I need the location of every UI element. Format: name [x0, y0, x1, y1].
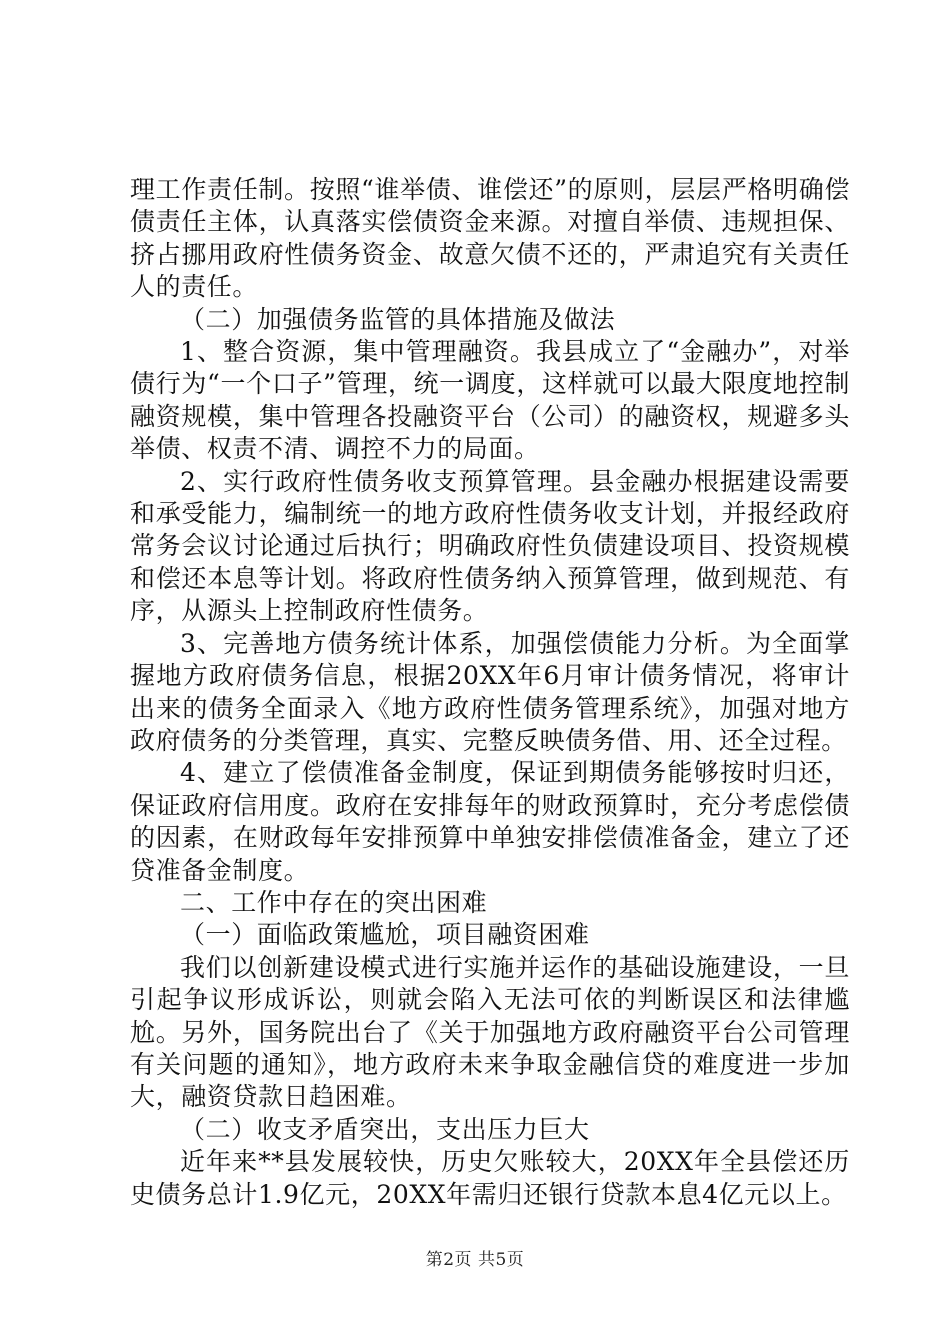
paragraph-item-4: 4、建立了偿债准备金制度，保证到期债务能够按时归还，保证政府信用度。政府在安排每年的财政预算时，充分考虑偿债的因素，在财政每年安排预算中单独安排偿债准备金，建立了还贷准备金制度。 [130, 758, 850, 885]
page-number-footer: 第2页 共5页 [425, 1250, 525, 1270]
document-body [130, 174, 850, 1211]
section-heading-2: （二）加强债务监管的具体措施及做法 [180, 304, 616, 334]
section-heading-expenditure: （二）收支矛盾突出，支出压力巨大 [180, 1114, 590, 1144]
paragraph-policy: 我们以创新建设模式进行实施并运作的基础设施建设，一旦引起争议形成诉讼，则就会陷入无法可依的判断误区和法律尴尬。另外，国务院出台了《关于加强地方政府融资平台公司管理有关问题的通知》，地方政府未来争取金融信贷的难度进一步加大，融资贷款日趋困难。 [130, 952, 850, 1112]
paragraph-expenditure: 近年来**县发展较快，历史欠账较大，20XX年全县偿还历史债务总计1.9亿元，20XX年需归还银行贷款本息4亿元以上。 [130, 1147, 850, 1209]
paragraph-item-2: 2、实行政府性债务收支预算管理。县金融办根据建设需要和承受能力，编制统一的地方政府性债务收支计划，并报经政府常务会议讨论通过后执行；明确政府性负债建设项目、投资规模和偿还本息等计划。将政府性债务纳入预算管理，做到规范、有序，从源头上控制政府性债务。 [130, 466, 850, 626]
section-heading-policy: （一）面临政策尴尬，项目融资困难 [180, 920, 590, 950]
paragraph-item-3: 3、完善地方债务统计体系，加强偿债能力分析。为全面掌握地方政府债务信息，根据20XX年6月审计债务情况，将审计出来的债务全面录入《地方政府性债务管理系统》，加强对地方政府债务的分类管理，真实、完整反映债务借、用、还全过程。 [130, 628, 850, 755]
chapter-heading-difficulties: 二、工作中存在的突出困难 [180, 887, 488, 917]
paragraph-continuation: 理工作责任制。按照“谁举债、谁偿还”的原则，层层严格明确偿债责任主体，认真落实偿债资金来源。对擅自举债、违规担保、挤占挪用政府性债务资金、故意欠债不还的，严肃追究有关责任人的责任。 [130, 175, 850, 302]
paragraph-item-1: 1、整合资源，集中管理融资。我县成立了“金融办”，对举债行为“一个口子”管理，统一调度，这样就可以最大限度地控制融资规模，集中管理各投融资平台（公司）的融资权，规避多头举债、权责不清、调控不力的局面。 [130, 337, 850, 464]
